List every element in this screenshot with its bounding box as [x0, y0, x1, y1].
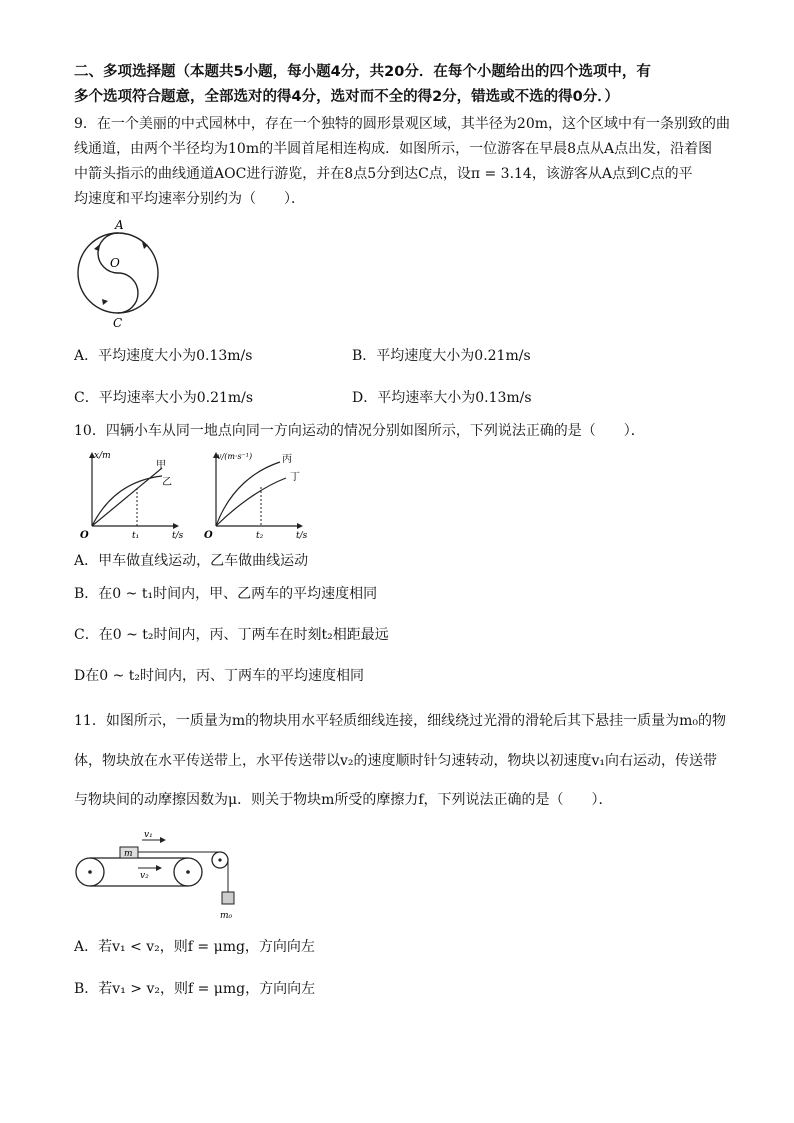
svg-text:x/m: x/m — [94, 451, 111, 461]
q11-stem-line1: 11．如图所示，一质量为m的物块用水平轻质细线连接，细线绕过光滑的滑轮后其下悬挂一质量为m₀的物 — [74, 713, 726, 729]
q10-graph-xt — [76, 448, 196, 540]
arrow-head-2 — [102, 299, 108, 305]
hanging-mass — [222, 892, 234, 904]
q10-option-c[interactable]: C．在0 ~ t₂时间内，丙、丁两车在时刻t₂相距最远 — [74, 627, 389, 643]
label-C: C — [113, 316, 123, 330]
curve-yi — [92, 476, 162, 526]
q11-conveyor-figure — [74, 826, 244, 922]
svg-text:O: O — [80, 530, 89, 540]
svg-text:m: m — [124, 849, 133, 859]
label-O: O — [110, 256, 120, 270]
q11-option-a[interactable]: A．若v₁ < v₂，则f = μmg，方向向左 — [74, 939, 315, 955]
q9-option-c[interactable]: C．平均速率大小为0.21m/s — [74, 390, 254, 406]
svg-text:乙: 乙 — [162, 477, 172, 488]
q9-option-b[interactable]: B．平均速度大小为0.21m/s — [352, 348, 531, 364]
svg-text:t/s: t/s — [172, 531, 184, 540]
svg-text:丁: 丁 — [290, 472, 300, 483]
q9-circle-figure — [68, 215, 178, 335]
label-A: A — [115, 218, 124, 232]
q10-option-d[interactable]: D在0 ~ t₂时间内，丙、丁两车的平均速度相同 — [74, 668, 364, 684]
q9-stem-line3: 中箭头指示的曲线通道AOC进行游览，并在8点5分到达C点，设π = 3.14，该游客从A点到C点的平 — [74, 166, 693, 182]
q9-option-d[interactable]: D．平均速率大小为0.13m/s — [352, 390, 532, 406]
q11-stem-line3: 与物块间的动摩擦因数为μ．则关于物块m所受的摩擦力f，下列说法正确的是（ ）． — [74, 792, 613, 808]
q9-option-a[interactable]: A．平均速度大小为0.13m/s — [74, 348, 253, 364]
q10-stem: 10．四辆小车从同一地点向同一方向运动的情况分别如图所示，下列说法正确的是（ ）． — [74, 423, 645, 439]
q9-stem-line2: 线通道，由两个半径均为10m的半圆首尾相连构成．如图所示，一位游客在早晨8点从A点出发，沿着图 — [74, 141, 713, 157]
svg-text:甲: 甲 — [156, 460, 166, 471]
q9-stem-line1: 9．在一个美丽的中式园林中，存在一个独特的圆形景观区域，其半径为20m，这个区域中有一条别致的曲 — [74, 116, 730, 132]
svg-text:O: O — [204, 530, 213, 540]
svg-text:v/(m·s⁻¹): v/(m·s⁻¹) — [217, 452, 253, 461]
q10-option-b[interactable]: B．在0 ~ t₁时间内，甲、乙两车的平均速度相同 — [74, 586, 378, 602]
curve-ding — [216, 478, 286, 526]
section-heading-line2: 多个选项符合题意，全部选对的得4分，选对而不全的得2分，错选或不选的得0分．） — [74, 89, 620, 105]
svg-text:m₀: m₀ — [220, 911, 233, 921]
section-heading-line1: 二、多项选择题（本题共5小题，每小题4分，共20分．在每个小题给出的四个选项中，有 — [74, 64, 651, 80]
q10-option-a[interactable]: A．甲车做直线运动，乙车做曲线运动 — [74, 553, 309, 569]
q11-stem-line2: 体，物块放在水平传送带上，水平传送带以v₂的速度顺时针匀速转动，物块以初速度v₁向右运动，传送带 — [74, 753, 718, 769]
svg-text:t/s: t/s — [296, 531, 308, 540]
svg-text:丙: 丙 — [282, 454, 292, 465]
q10-graph-vt — [200, 448, 320, 540]
arrow-head-1 — [94, 244, 100, 251]
q11-option-b[interactable]: B．若v₁ > v₂，则f = μmg，方向向左 — [74, 981, 316, 997]
svg-text:t₂: t₂ — [256, 531, 264, 540]
svg-text:v₁: v₁ — [144, 830, 153, 840]
svg-text:v₂: v₂ — [140, 871, 149, 881]
q9-stem-line4: 均速度和平均速率分别约为（ ）． — [74, 191, 305, 207]
line-jia — [92, 468, 162, 526]
svg-text:t₁: t₁ — [132, 531, 140, 540]
